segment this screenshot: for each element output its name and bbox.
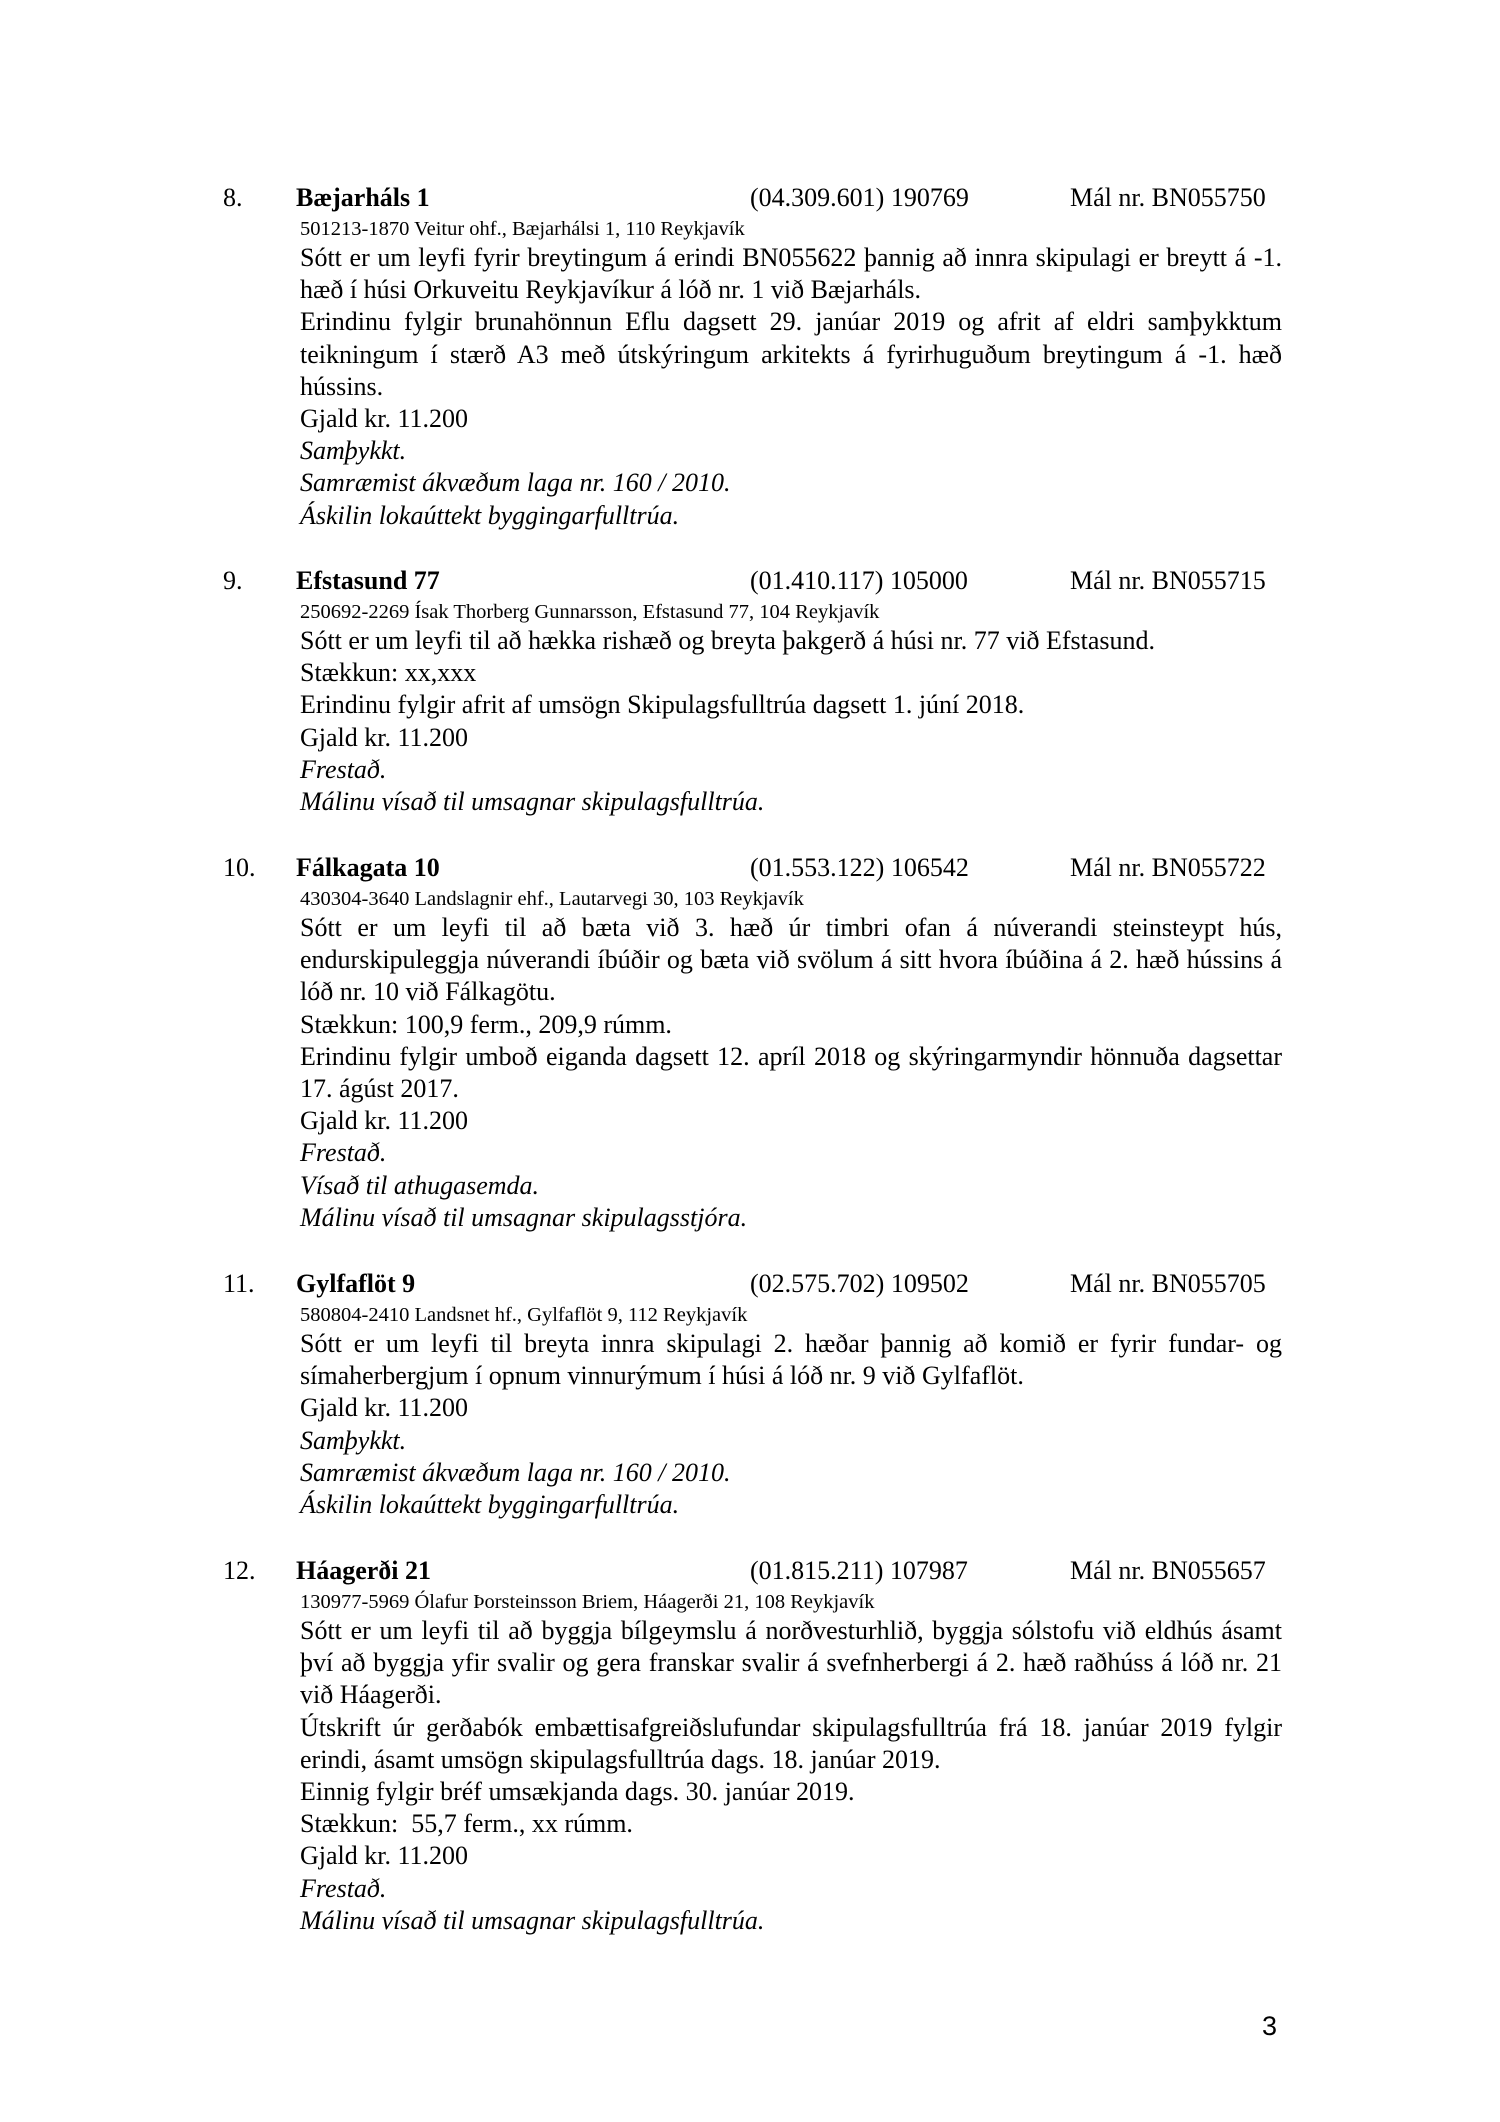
case-number-index: 10. xyxy=(223,853,256,882)
case-header xyxy=(0,1553,1500,1589)
case-number-index: 12. xyxy=(223,1556,256,1585)
case-header xyxy=(0,180,1500,216)
case-item-11 xyxy=(0,1266,1500,1521)
case-number-index: 8. xyxy=(223,183,243,212)
case-body xyxy=(300,1615,1282,1937)
case-header xyxy=(0,1266,1500,1302)
case-reference-number: Mál nr. BN055750 xyxy=(1070,183,1266,212)
case-item-12 xyxy=(0,1553,1500,1937)
case-decision: Frestað. xyxy=(300,1873,387,1903)
case-item-9 xyxy=(0,563,1500,818)
case-decision: Málinu vísað til umsagnar skipulagsfulltrúa. xyxy=(300,787,765,817)
case-address: Háagerði 21 xyxy=(296,1556,432,1585)
case-number-index: 11. xyxy=(223,1269,255,1298)
case-description: Sótt er um leyfi til að bæta við 3. hæð úr timbri ofan á núverandi steinsteypt hús, endurskipuleggja núverandi íbúðir og bæta við svölum á sitt hvora íbúðina á 2. hæð hússins á lóð nr. 10 við Fálkagötu. xyxy=(300,913,1282,1007)
case-description: Sótt er um leyfi til að byggja bílgeymslu á norðvesturhlið, byggja sólstofu við eldhús ásamt því að byggja yfir svalir og gera franskar svalir á svefnherbergi á 2. hæð raðhúss á lóð nr. 21 við Háagerði. xyxy=(300,1616,1282,1710)
case-applicant: 130977-5969 Ólafur Þorsteinsson Briem, Háagerði 21, 108 Reykjavík xyxy=(300,1591,875,1613)
case-land-number: (04.309.601) 190769 xyxy=(750,183,969,212)
case-fee: Gjald kr. 11.200 xyxy=(300,722,469,752)
case-address: Gylfaflöt 9 xyxy=(296,1269,416,1298)
case-address: Efstasund 77 xyxy=(296,566,440,595)
case-body xyxy=(300,1328,1282,1521)
case-item-8 xyxy=(0,180,1500,532)
case-header xyxy=(0,850,1500,886)
case-attachment-note: Útskrift úr gerðabók embættisafgreiðslufundar skipulagsfulltrúa frá 18. janúar 2019 fylgir erindi, ásamt umsögn skipulagsfulltrúa dags. 18. janúar 2019. xyxy=(300,1712,1282,1774)
case-applicant: 501213-1870 Veitur ohf., Bæjarhálsi 1, 110 Reykjavík xyxy=(300,218,745,240)
case-decision: Vísað til athugasemda. xyxy=(300,1170,540,1200)
case-enlargement: Stækkun: xx,xxx xyxy=(300,658,477,688)
case-fee: Gjald kr. 11.200 xyxy=(300,1841,469,1871)
case-decision: Áskilin lokaúttekt byggingarfulltrúa. xyxy=(300,500,680,530)
case-attachment-note: Einnig fylgir bréf umsækjanda dags. 30. janúar 2019. xyxy=(300,1777,855,1807)
case-reference-number: Mál nr. BN055705 xyxy=(1070,1269,1266,1298)
case-reference-number: Mál nr. BN055722 xyxy=(1070,853,1266,882)
case-decision: Samræmist ákvæðum laga nr. 160 / 2010. xyxy=(300,1457,731,1487)
case-address: Fálkagata 10 xyxy=(296,853,440,882)
case-decision: Samræmist ákvæðum laga nr. 160 / 2010. xyxy=(300,468,731,498)
case-reference-number: Mál nr. BN055715 xyxy=(1070,566,1266,595)
case-fee: Gjald kr. 11.200 xyxy=(300,1393,469,1423)
case-number-index: 9. xyxy=(223,566,243,595)
page-number: 3 xyxy=(1262,2011,1278,2041)
case-decision: Frestað. xyxy=(300,754,387,784)
case-decision: Áskilin lokaúttekt byggingarfulltrúa. xyxy=(300,1490,680,1520)
case-land-number: (01.553.122) 106542 xyxy=(750,853,969,882)
case-description: Sótt er um leyfi til breyta innra skipulagi 2. hæðar þannig að komið er fyrir fundar- og símaherbergjum í opnum vinnurýmum í húsi á lóð nr. 9 við Gylfaflöt. xyxy=(300,1329,1282,1391)
case-enlargement: Stækkun: 100,9 ferm., 209,9 rúmm. xyxy=(300,1009,672,1039)
case-header xyxy=(0,563,1500,599)
case-attachment-note: Erindinu fylgir brunahönnun Eflu dagsett 29. janúar 2019 og afrit af eldri samþykktum teikningum í stærð A3 með útskýringum arkitekts á fyrirhuguðum breytingum á -1. hæð hússins. xyxy=(300,307,1282,401)
case-body xyxy=(300,912,1282,1234)
case-item-10 xyxy=(0,850,1500,1234)
case-attachment-note: Erindinu fylgir afrit af umsögn Skipulagsfulltrúa dagsett 1. júní 2018. xyxy=(300,690,1025,720)
case-fee: Gjald kr. 11.200 xyxy=(300,1106,469,1136)
case-decision: Málinu vísað til umsagnar skipulagsfulltrúa. xyxy=(300,1905,765,1935)
case-address: Bæjarháls 1 xyxy=(296,183,430,212)
case-body xyxy=(300,625,1282,818)
case-reference-number: Mál nr. BN055657 xyxy=(1070,1556,1266,1585)
case-body xyxy=(300,242,1282,532)
case-land-number: (01.815.211) 107987 xyxy=(750,1556,968,1585)
case-description: Sótt er um leyfi fyrir breytingum á erindi BN055622 þannig að innra skipulagi er breytt á -1. hæð í húsi Orkuveitu Reykjavíkur á lóð nr. 1 við Bæjarháls. xyxy=(300,243,1282,305)
case-land-number: (02.575.702) 109502 xyxy=(750,1269,969,1298)
case-decision: Samþykkt. xyxy=(300,1425,407,1455)
case-decision: Málinu vísað til umsagnar skipulagsstjóra. xyxy=(300,1202,748,1232)
case-applicant: 430304-3640 Landslagnir ehf., Lautarvegi 30, 103 Reykjavík xyxy=(300,888,804,910)
case-applicant: 580804-2410 Landsnet hf., Gylfaflöt 9, 112 Reykjavík xyxy=(300,1304,748,1326)
case-fee: Gjald kr. 11.200 xyxy=(300,404,469,434)
case-land-number: (01.410.117) 105000 xyxy=(750,566,968,595)
case-decision: Frestað. xyxy=(300,1138,387,1168)
case-enlargement: Stækkun: 55,7 ferm., xx rúmm. xyxy=(300,1809,633,1839)
case-description: Sótt er um leyfi til að hækka rishæð og breyta þakgerð á húsi nr. 77 við Efstasund. xyxy=(300,626,1155,655)
case-attachment-note: Erindinu fylgir umboð eiganda dagsett 12. apríl 2018 og skýringarmyndir hönnuða dagsettar 17. ágúst 2017. xyxy=(300,1041,1282,1104)
case-decision: Samþykkt. xyxy=(300,436,407,466)
case-applicant: 250692-2269 Ísak Thorberg Gunnarsson, Efstasund 77, 104 Reykjavík xyxy=(300,601,880,623)
